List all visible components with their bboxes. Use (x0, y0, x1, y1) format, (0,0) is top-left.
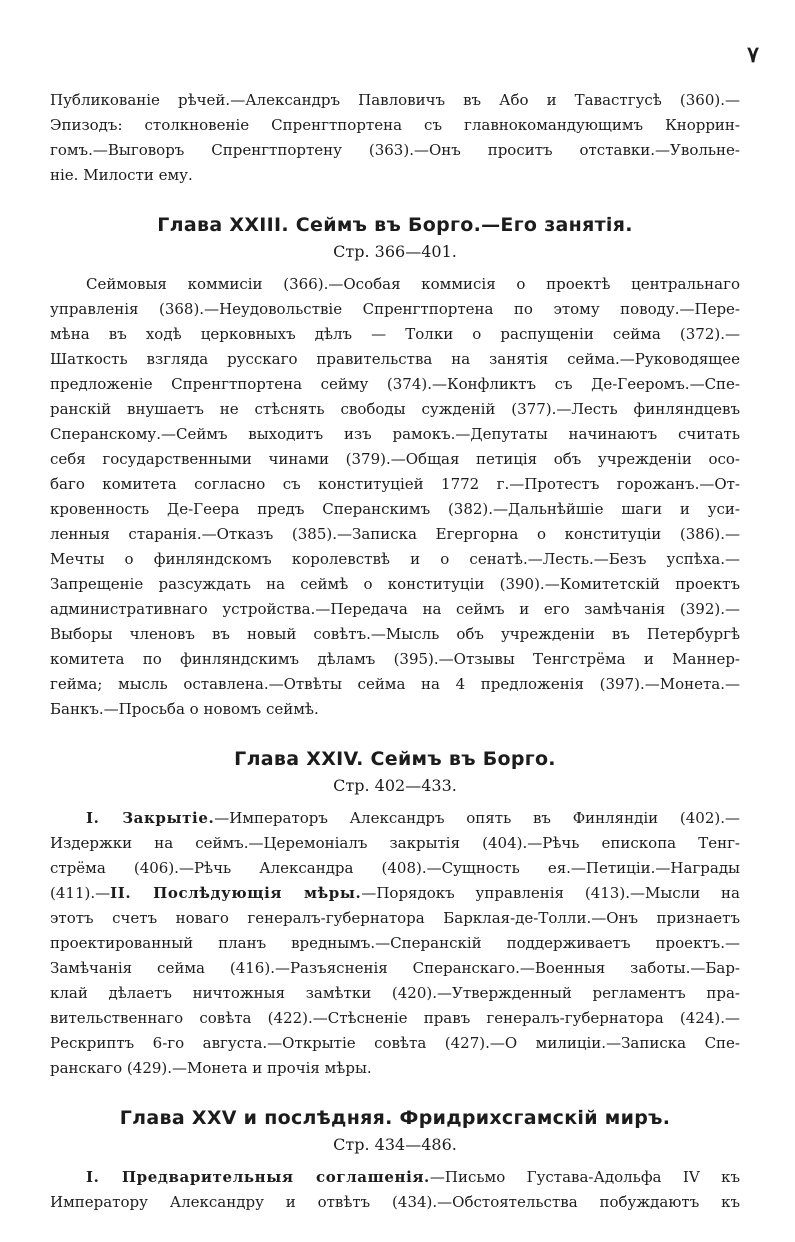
text-line: баго комитета согласно съ конституціей 1772 г.—Протестъ горожанъ.—От- (50, 475, 740, 493)
text-line (50, 881, 740, 906)
text-line: Мечты о финляндскомъ королевствѣ и о сенатѣ.—Лесть.—Безъ успѣха.— (50, 550, 740, 568)
text-line: Императору Александру и отвѣтъ (434).—Обстоятельства побуждаютъ къ (50, 1193, 740, 1211)
section-heading: II. Послѣдующія мѣры. (110, 884, 362, 902)
text-line: управленія (368).—Неудовольствіе Спренгтпортена по этому поводу.—Пере- (50, 300, 740, 318)
text-line: ленныя старанія.—Отказъ (385).—Записка Егергорна о конституціи (386).— (50, 525, 740, 543)
text-line: клай дѣлаетъ ничтожныя замѣтки (420).—Утвержденный регламентъ пра- (50, 984, 740, 1002)
text-line: этотъ счетъ новаго генералъ-губернатора Барклая-де-Толли.—Онъ признаетъ (50, 909, 740, 927)
text-line: стрёма (406).—Рѣчь Александра (408).—Сущность ея.—Петиціи.—Награды (50, 859, 740, 877)
text-fragment: —Письмо Густава-Адольфа IV къ (429, 1168, 740, 1186)
text-line (50, 806, 740, 831)
text-line: ранскій внушаетъ не стѣснять свободы сужденій (377).—Лесть финляндцевъ (50, 400, 740, 418)
text-line: себя государственными чинами (379).—Общая петиція объ учрежденіи осо- (50, 450, 740, 468)
intro-paragraph (50, 88, 740, 188)
text-line: гейма; мысль оставлена.—Отвѣты сейма на 4 предложенія (397).—Монета.— (50, 675, 740, 693)
text-line: Замѣчанія сейма (416).—Разъясненія Сперанскаго.—Военныя заботы.—Бар- (50, 959, 740, 977)
page-number: ۷ (747, 42, 759, 68)
text-line (50, 1165, 740, 1190)
text-line: мѣна въ ходѣ церковныхъ дѣлъ — Толки о распущеніи сейма (372).— (50, 325, 740, 343)
text-line: кровенность Де-Геера предъ Сперанскимъ (382).—Дальнѣйшіе шаги и уси- (50, 500, 740, 518)
chapter-25-title: Глава XXV и послѣдняя. Фридрихсгамскій миръ. (119, 1107, 671, 1129)
text-line: Эпизодъ: столкновеніе Спренгтпортена съ главнокомандующимъ Кноррин- (50, 116, 740, 134)
chapter-23-summary (50, 272, 740, 722)
section-heading: I. Закрытіе. (86, 809, 215, 827)
chapter-23-title: Глава XXIII. Сеймъ въ Борго.—Его занятія. (157, 214, 633, 236)
text-line: комитета по финляндскимъ дѣламъ (395).—Отзывы Тенгстрёма и Маннер- (50, 650, 740, 668)
text-line: Шаткость взгляда русскаго правительства на занятія сейма.—Руководящее (50, 350, 740, 368)
page-content (50, 88, 740, 1215)
text-line: вительственнаго совѣта (422).—Стѣсненіе правъ генералъ-губернатора (424).— (50, 1009, 740, 1027)
text-line: ранскаго (429).—Монета и прочія мѣры. (50, 1059, 372, 1077)
text-fragment: —Императоръ Александръ опять въ Финляндіи (402).— (214, 809, 740, 827)
text-line: Банкъ.—Просьба о новомъ сеймѣ. (50, 700, 319, 718)
text-line: Выборы членовъ въ новый совѣтъ.—Мысль объ учрежденіи въ Петербургѣ (50, 625, 740, 643)
text-line: ніе. Милости ему. (50, 166, 193, 184)
chapter-24-pages: Стр. 402—433. (333, 776, 457, 795)
text-line: Публикованіе рѣчей.—Александръ Павловичъ въ Або и Тавастгусѣ (360).— (50, 91, 740, 109)
text-line: Сеймовыя коммисіи (366).—Особая коммисія о проектѣ центральнаго (86, 275, 740, 293)
chapter-24-summary (50, 806, 740, 1081)
text-line: проектированный планъ вреднымъ.—Сперанскій поддерживаетъ проектъ.— (50, 934, 740, 952)
chapter-25-summary (50, 1165, 740, 1215)
text-line: предложеніе Спренгтпортена сейму (374).—Конфликтъ съ Де-Гееромъ.—Спе- (50, 375, 740, 393)
chapter-24-title: Глава XXIV. Сеймъ въ Борго. (234, 748, 556, 770)
text-line: Рескриптъ 6-го августа.—Открытіе совѣта (427).—О милиціи.—Записка Спе- (50, 1034, 740, 1052)
text-fragment: —Порядокъ управленія (413).—Мысли на (361, 884, 740, 902)
chapter-23-pages: Стр. 366—401. (333, 242, 457, 261)
text-fragment: (411).— (50, 884, 111, 902)
chapter-25-pages: Стр. 434—486. (333, 1135, 457, 1154)
text-line: Сперанскому.—Сеймъ выходитъ изъ рамокъ.—Депутаты начинаютъ считать (50, 425, 740, 443)
text-line: гомъ.—Выговоръ Спренгтпортену (363).—Онъ проситъ отставки.—Увольне- (50, 141, 740, 159)
section-heading: I. Предварительныя соглашенія. (86, 1168, 430, 1186)
text-line: Издержки на сеймъ.—Церемоніалъ закрытія (404).—Рѣчь епископа Тенг- (50, 834, 740, 852)
text-line: административнаго устройства.—Передача на сеймъ и его замѣчанія (392).— (50, 600, 740, 618)
text-line: Запрещеніе разсуждать на сеймѣ о конституціи (390).—Комитетскій проектъ (50, 575, 740, 593)
